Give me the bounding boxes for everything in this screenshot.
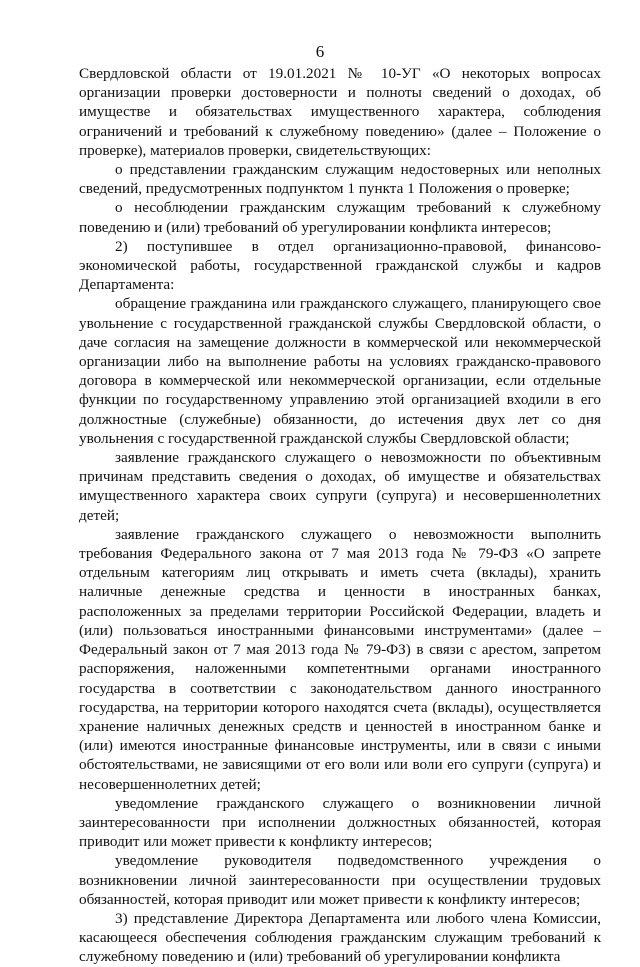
paragraph: заявление гражданского служащего о невозможности выполнить требования Федерального закона от 7 мая 2013 года № 79-ФЗ «О запрете отдельным категориям лиц открывать и иметь счета (вклады), хранить наличные денежные средства и ценности в иностранных банках, расположенных за пределами территории Российской Федерации, владеть и (или) пользоваться иностранными финансовыми инструментами» (далее – Федеральный закон от 7 мая 2013 года № 79-ФЗ) в связи с арестом, запретом распоряжения, наложенными компетентными органами иностранного государства в соответствии с законодательством данного иностранного государства, на территории которого находятся счета (вклады), осуществляется хранение наличных денежных средств и ценностей в иностранном банке и (или) имеются иностранные финансовые инструменты, или в связи с иными обстоятельствами, не зависящими от его воли или воли его супруги (супруга) и несовершеннолетних детей; <box>79 525 601 793</box>
paragraph: уведомление гражданского служащего о возникновении личной заинтересованности при исполнении должностных обязанностей, которая приводит или может привести к конфликту интересов; <box>79 794 601 851</box>
page-number: 6 <box>315 42 325 61</box>
paragraph: обращение гражданина или гражданского служащего, планирующего свое увольнение с государственной гражданской службы Свердловской области, о даче согласия на замещение должности в коммерческой или некоммерческой организации либо на выполнение работы на условиях гражданско-правового договора в коммерческой или некоммерческой организации, если отдельные функции по государственному управлению этой организацией входили в его должностные (служебные) обязанности, до истечения двух лет со дня увольнения с государственной гражданской службы Свердловской области; <box>79 295 601 447</box>
paragraph: 2) поступившее в отдел организационно-правовой, финансово-экономической работы, государственной гражданской службы и кадров Департамента: <box>79 237 601 294</box>
document-body <box>79 64 601 967</box>
paragraph: Свердловской области от 19.01.2021 № 10-УГ «О некоторых вопросах организации проверки достоверности и полноты сведений о доходах, об имуществе и обязательствах имущественного характера, соблюдения ограничений и требований к служебному поведению» (далее – Положение о проверке), материалов проверки, свидетельствующих: <box>79 65 601 159</box>
paragraph: заявление гражданского служащего о невозможности по объективным причинам представить сведения о доходах, об имуществе и обязательствах имущественного характера своих супруги (супруга) и несовершеннолетних детей; <box>79 449 601 524</box>
paragraph: 3) представление Директора Департамента или любого члена Комиссии, касающееся обеспечения соблюдения гражданским служащим требований к служебному поведению и (или) требований об урегулировании конфликта <box>79 909 601 966</box>
paragraph: о представлении гражданским служащим недостоверных или неполных сведений, предусмотренных подпунктом 1 пункта 1 Положения о проверке; <box>79 161 601 198</box>
paragraph: о несоблюдении гражданским служащим требований к служебному поведению и (или) требований об урегулировании конфликта интересов; <box>79 199 601 236</box>
paragraph: уведомление руководителя подведомственного учреждения о возникновении личной заинтересованности при осуществлении трудовых обязанностей, которая приводит или может привести к конфликту интересов; <box>79 852 601 908</box>
